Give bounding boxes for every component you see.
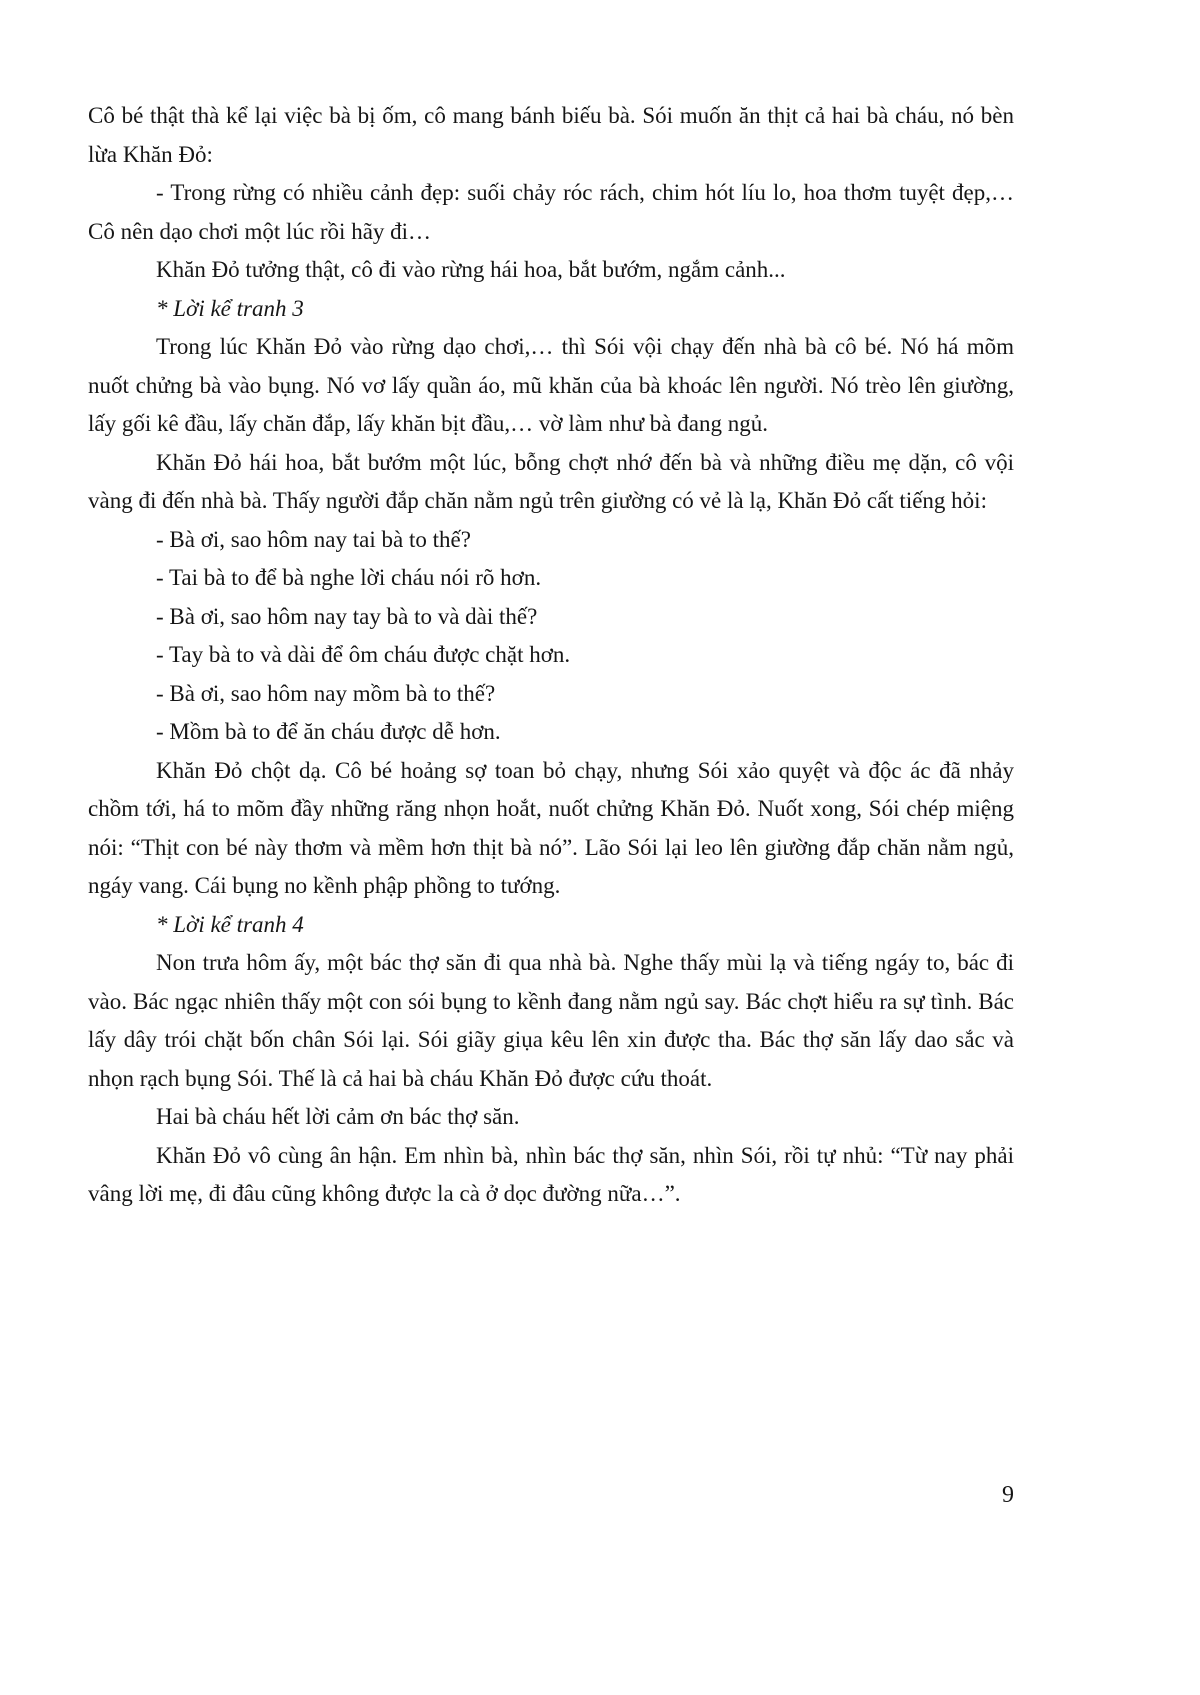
paragraph: - Bà ơi, sao hôm nay tai bà to thế?	[156, 526, 471, 552]
paragraph: - Tai bà to để bà nghe lời cháu nói rõ hơn.	[156, 565, 542, 590]
paragraph: Non trưa hôm ấy, một bác thợ săn đi qua nhà bà. Nghe thấy mùi lạ và tiếng ngáy to, bác đi vào. Bác ngạc nhiên thấy một con sói bụng to kềnh đang nằm ngủ say. Bác chợt hiểu ra sự tình. Bác lấy dây trói chặt bốn chân Sói lại. Sói giãy giụa kêu lên xin được tha. Bác thợ săn lấy dao sắc và nhọn rạch bụng Sói. Thế là cả hai bà cháu Khăn Đỏ được cứu thoát.	[88, 950, 1014, 1091]
paragraph: Khăn Đỏ vô cùng ân hận. Em nhìn bà, nhìn bác thợ săn, nhìn Sói, rồi tự nhủ: “Từ nay phải vâng lời mẹ, đi đâu cũng không được la cà ở dọc đường nữa…”.	[88, 1142, 1014, 1206]
page-number: 9	[1002, 1482, 1014, 1508]
paragraph: Khăn Đỏ tưởng thật, cô đi vào rừng hái hoa, bắt bướm, ngắm cảnh...	[156, 257, 786, 282]
paragraph: Trong lúc Khăn Đỏ vào rừng dạo chơi,… thì Sói vội chạy đến nhà bà cô bé. Nó há mõm nuốt chửng bà vào bụng. Nó vơ lấy quần áo, mũ khăn của bà khoác lên người. Nó trèo lên giường, lấy gối kê đầu, lấy chăn đắp, lấy khăn bịt đầu,… vờ làm như bà đang ngủ.	[88, 334, 1014, 436]
paragraph: - Bà ơi, sao hôm nay mồm bà to thế?	[156, 680, 496, 706]
paragraph: Hai bà cháu hết lời cảm ơn bác thợ săn.	[156, 1104, 520, 1129]
paragraph: Khăn Đỏ hái hoa, bắt bướm một lúc, bỗng chợt nhớ đến bà và những điều mẹ dặn, cô vội vàng đi đến nhà bà. Thấy người đắp chăn nằm ngủ trên giường có vẻ là lạ, Khăn Đỏ cất tiếng hỏi:	[88, 449, 1014, 513]
paragraph: - Bà ơi, sao hôm nay tay bà to và dài thế?	[156, 603, 538, 629]
section-heading: * Lời kể tranh 4	[156, 911, 304, 937]
paragraph: - Tay bà to và dài để ôm cháu được chặt hơn.	[156, 642, 571, 667]
section-heading: * Lời kể tranh 3	[156, 295, 304, 321]
paragraph: - Mồm bà to để ăn cháu được dễ hơn.	[156, 719, 501, 744]
paragraph: Cô bé thật thà kể lại việc bà bị ốm, cô mang bánh biếu bà. Sói muốn ăn thịt cả hai bà cháu, nó bèn lừa Khăn Đỏ:	[88, 103, 1014, 167]
paragraph: Khăn Đỏ chột dạ. Cô bé hoảng sợ toan bỏ chạy, nhưng Sói xảo quyệt và độc ác đã nhảy chồm tới, há to mõm đầy những răng nhọn hoắt, nuốt chửng Khăn Đỏ. Nuốt xong, Sói chép miệng nói: “Thịt con bé này thơm và mềm hơn thịt bà nó”. Lão Sói lại leo lên giường đắp chăn nằm ngủ, ngáy vang. Cái bụng no kềnh phập phồng to tướng.	[88, 757, 1014, 898]
text-block	[88, 97, 1014, 1214]
paragraph: - Trong rừng có nhiều cảnh đẹp: suối chảy róc rách, chim hót líu lo, hoa thơm tuyệt đẹp,… Cô nên dạo chơi một lúc rồi hãy đi…	[88, 180, 1014, 244]
